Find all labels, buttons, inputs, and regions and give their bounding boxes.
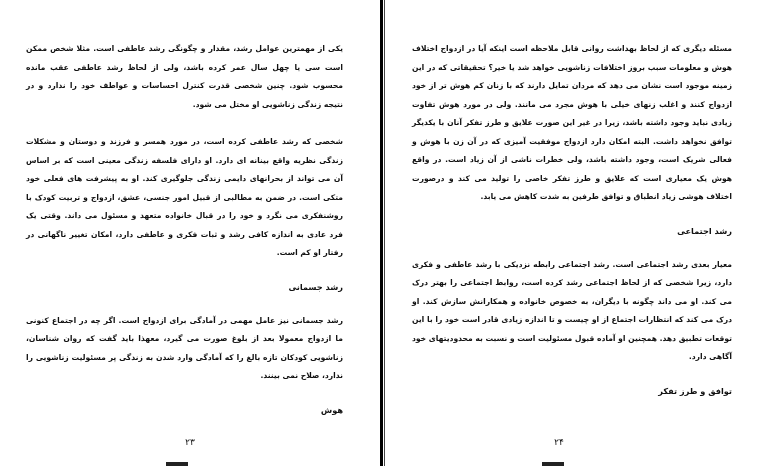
section-heading: هوش (320, 404, 343, 415)
paragraph: رشد جسمانی نیز عامل مهمی در آمادگی برای ازدواج است. اگر چه در اجتماع کنونی ما ازدواج معمولا بعد از بلوغ صورت می گیرد، معهذا باید گفت که روان شناسان، زناشویی کودکان تازه بالغ را که آمادگی وارد شدن به زندگی پر مسئولیت زناشویی را ندارد، صلاح نمی بینند. (26, 315, 343, 380)
page-bottom-mark (542, 462, 564, 466)
page-bottom-mark (166, 462, 188, 466)
left-page (0, 0, 381, 466)
right-page (384, 0, 768, 466)
section-heading: رشد اجتماعی (677, 225, 732, 236)
paragraph: معیار بعدی رشد اجتماعی است. رشد اجتماعی رابطه نزدیکی با رشد عاطفی و فکری دارد، زیرا شخصی که از لحاظ اجتماعی رشد کرده است، روابط اجتماعی را بهتر درک می کند. او می داند چگونه با دیگران، به خصوص خانواده و همکارانش سازش کند. او درک می کند که انتظارات اجتماع از او چیست و تا اندازه زیادی قادر است خود را با این توقعات تطبیق دهد. همچنین او آماده قبول مسئولیت است و نسبت به محدودیتهای خود آگاهی دارد. (412, 259, 732, 361)
section-heading: رشد جسمانی (288, 281, 343, 292)
paragraph: یکی از مهمترین عوامل رشد، مقدار و چگونگی رشد عاطفی است. مثلا شخص ممکن است سی یا چهل سال عمر کرده باشد، ولی از لحاظ رشد عاطفی عقب مانده محسوب شود. چنین شخصی قدرت کنترل احساسات و عواطف خود را ندارد و در نتیجه زندگی زناشویی او مختل می شود. (26, 44, 343, 109)
book-spine (380, 0, 383, 466)
section-heading: توافق و طرز تفکر (658, 385, 732, 396)
page-number: ۲۴ (554, 438, 564, 448)
paragraph: شخصی که رشد عاطفی کرده است، در مورد همسر و فرزند و دوستان و مشکلات زندگی نظریه واقع بینانه ای دارد. او دارای فلسفه زندگی معینی است که بر اساس آن می تواند از بحرانهای دایمی زندگی جلوگیری کند. او به پیشرفت های فعلی خود متکی است. در ضمن به مطالبی از قبیل امور جنسی، عشق، ازدواج و تربیت کودک با روشنفکری می نگرد و خود را در قبال خانواده متعهد و مسئول می داند. وقتی یک فرد عادی به اندازه کافی رشد و ثبات فکری و عاطفی دارد، امکان تغییر ناگهانی در رفتار او کم است. (26, 137, 343, 257)
paragraph: مسئله دیگری که از لحاظ بهداشت روانی قابل ملاحظه است اینکه آیا در ازدواج اختلاف هوش و معلومات سبب بروز اختلافات زناشویی خواهد شد یا خیر؟ تحقیقاتی که در این زمینه موجود است نشان می دهد که مردان تمایل دارند که با زنان کم هوش تر از خود ازدواج کنند و اغلب زنهای خیلی با هوش مجرد می مانند. ولی در مورد هوش تفاوت زیادی نباید وجود داشته باشد، زیرا در غیر این صورت علایق و طرز تفکر آنان با یکدیگر توافق نخواهد داشت. البته امکان دارد ازدواج موفقیت آمیزی که در آن زن با هوش و فعالی شریک است، وجود داشته باشد، ولی خطرات ناشی از آن زیاد است. در واقع هوش یک معیاری است که علایق و طرز تفکر خاصی را تولید می کند و درصورت اختلاف هوشی زیاد انطباق و توافق طرفین به شدت کاهش می یابد. (412, 44, 732, 201)
page-number: ۲۳ (185, 438, 195, 448)
